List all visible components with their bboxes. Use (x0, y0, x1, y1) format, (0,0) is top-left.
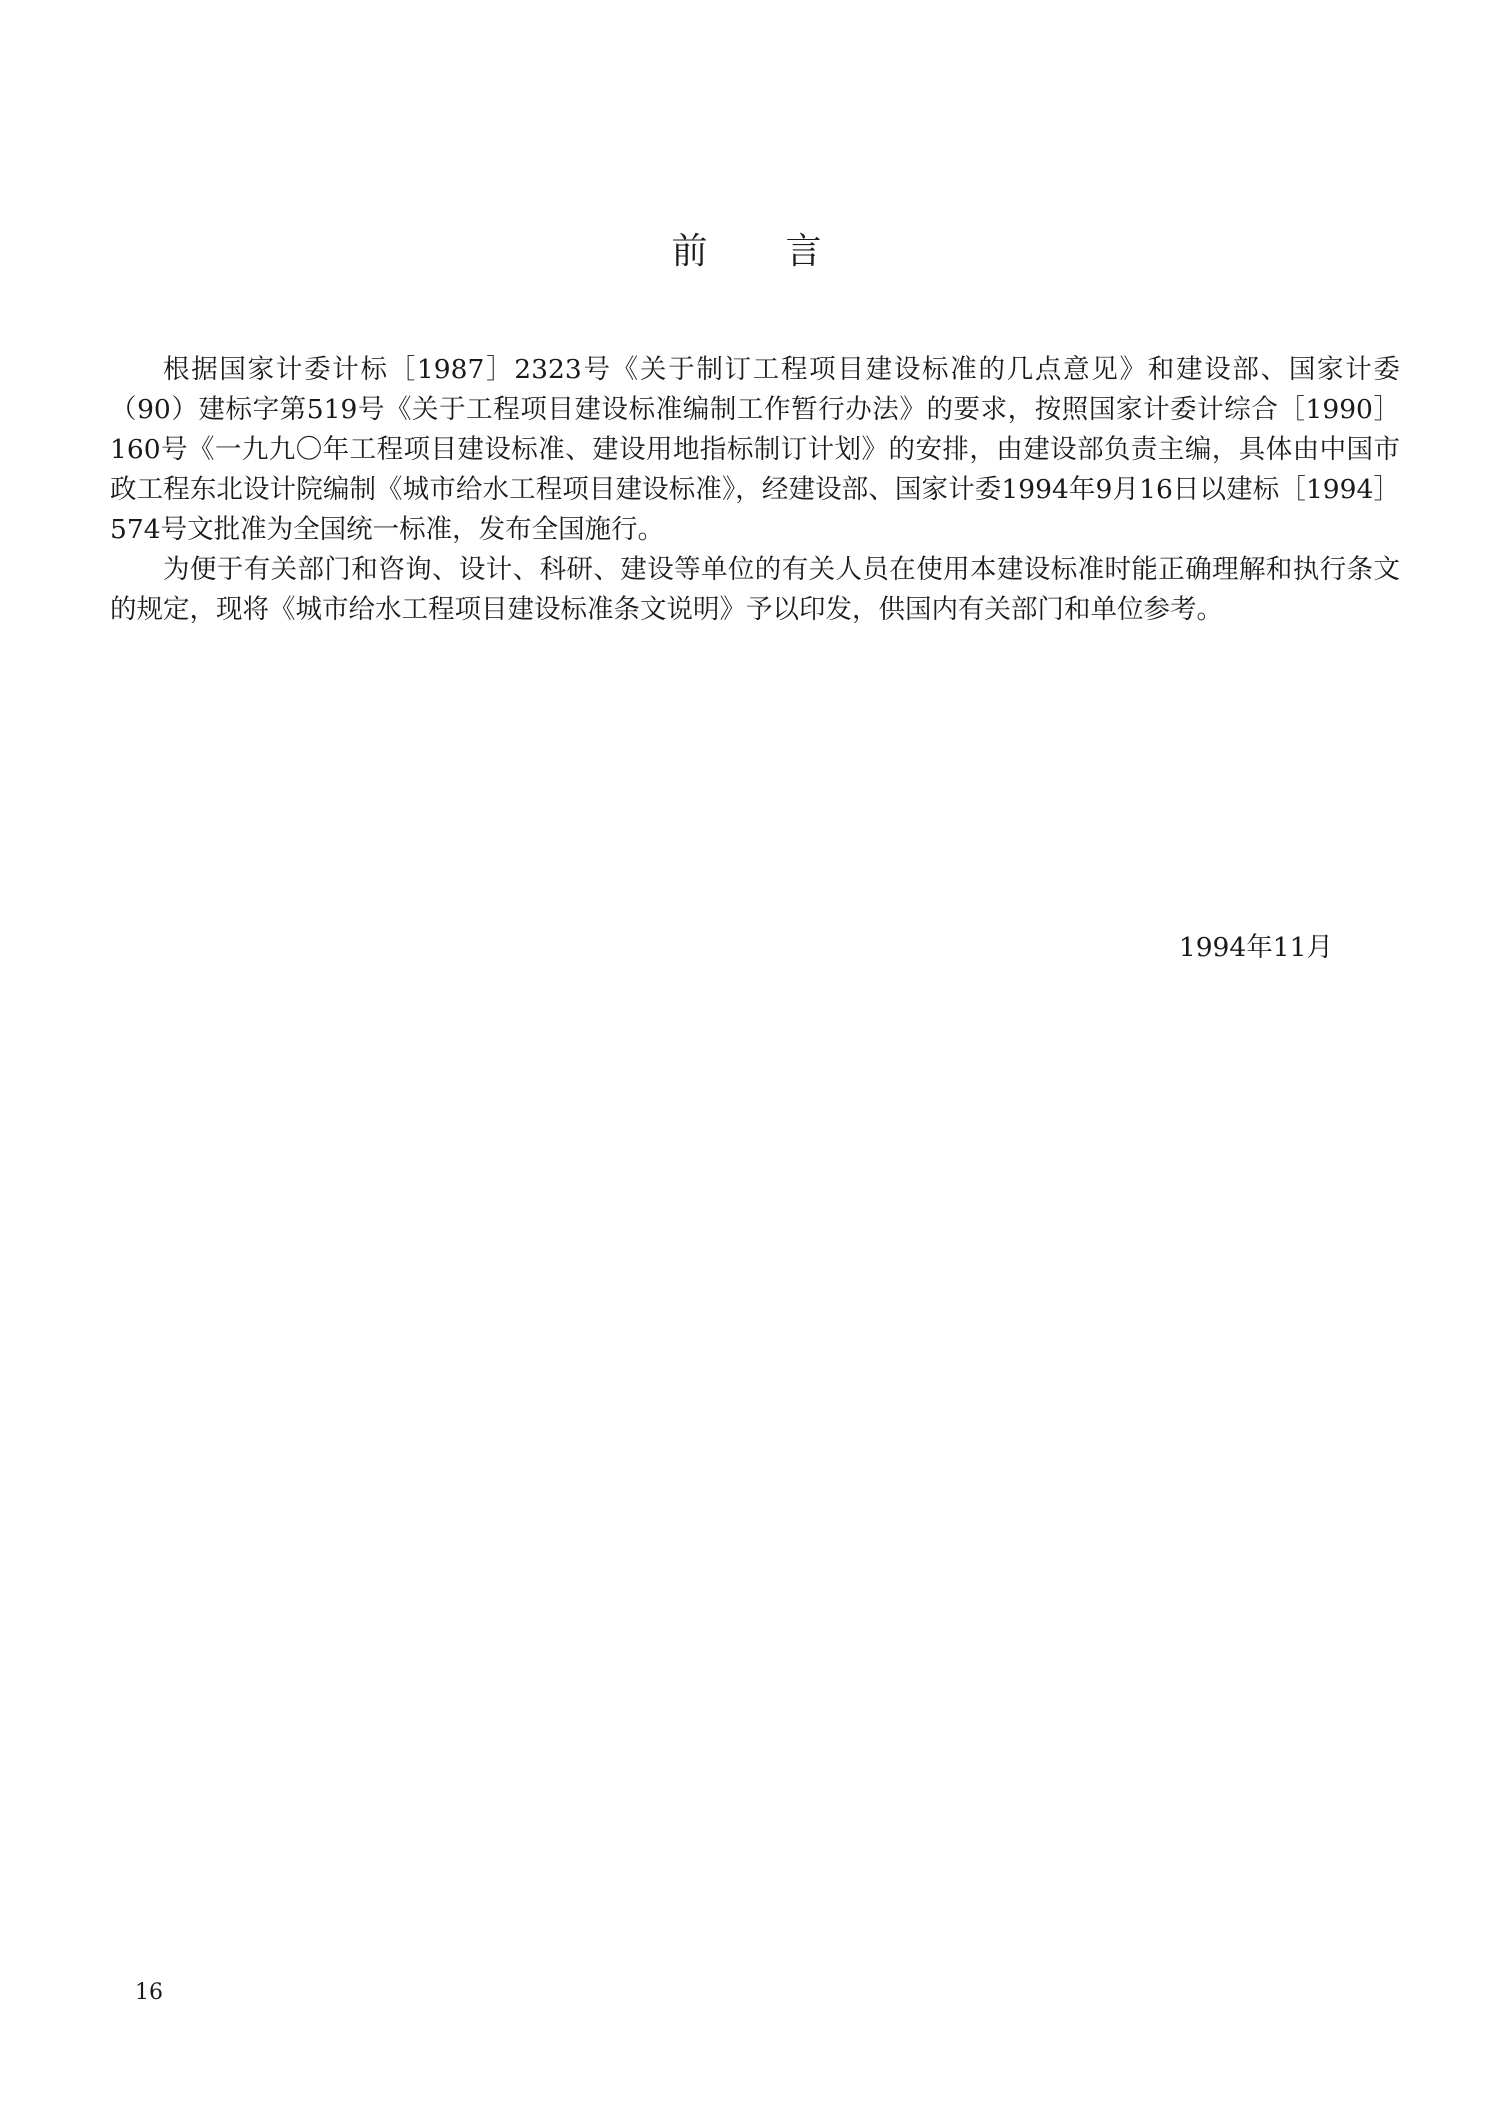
paragraph-1: 根据国家计委计标［1987］2323号《关于制订工程项目建设标准的几点意见》和建设部、国家计委（90）建标字第519号《关于工程项目建设标准编制工作暂行办法》的要求，按照国家计委计综合［1990］160号《一九九〇年工程项目建设标准、建设用地指标制订计划》的安排，由建设部负责主编，具体由中国市政工程东北设计院编制《城市给水工程项目建设标准》，经建设部、国家计委1994年9月16日以建标［1994］574号文批准为全国统一标准，发布全国施行。 (110, 354, 1400, 545)
page-number: 16 (135, 1980, 163, 2005)
body-text (110, 350, 1400, 630)
page-title: 前言 (671, 231, 900, 272)
date: 1994年11月 (1178, 932, 1333, 963)
paragraph-2: 为便于有关部门和咨询、设计、科研、建设等单位的有关人员在使用本建设标准时能正确理解和执行条文的规定，现将《城市给水工程项目建设标准条文说明》予以印发，供国内有关部门和单位参考。 (110, 554, 1400, 625)
